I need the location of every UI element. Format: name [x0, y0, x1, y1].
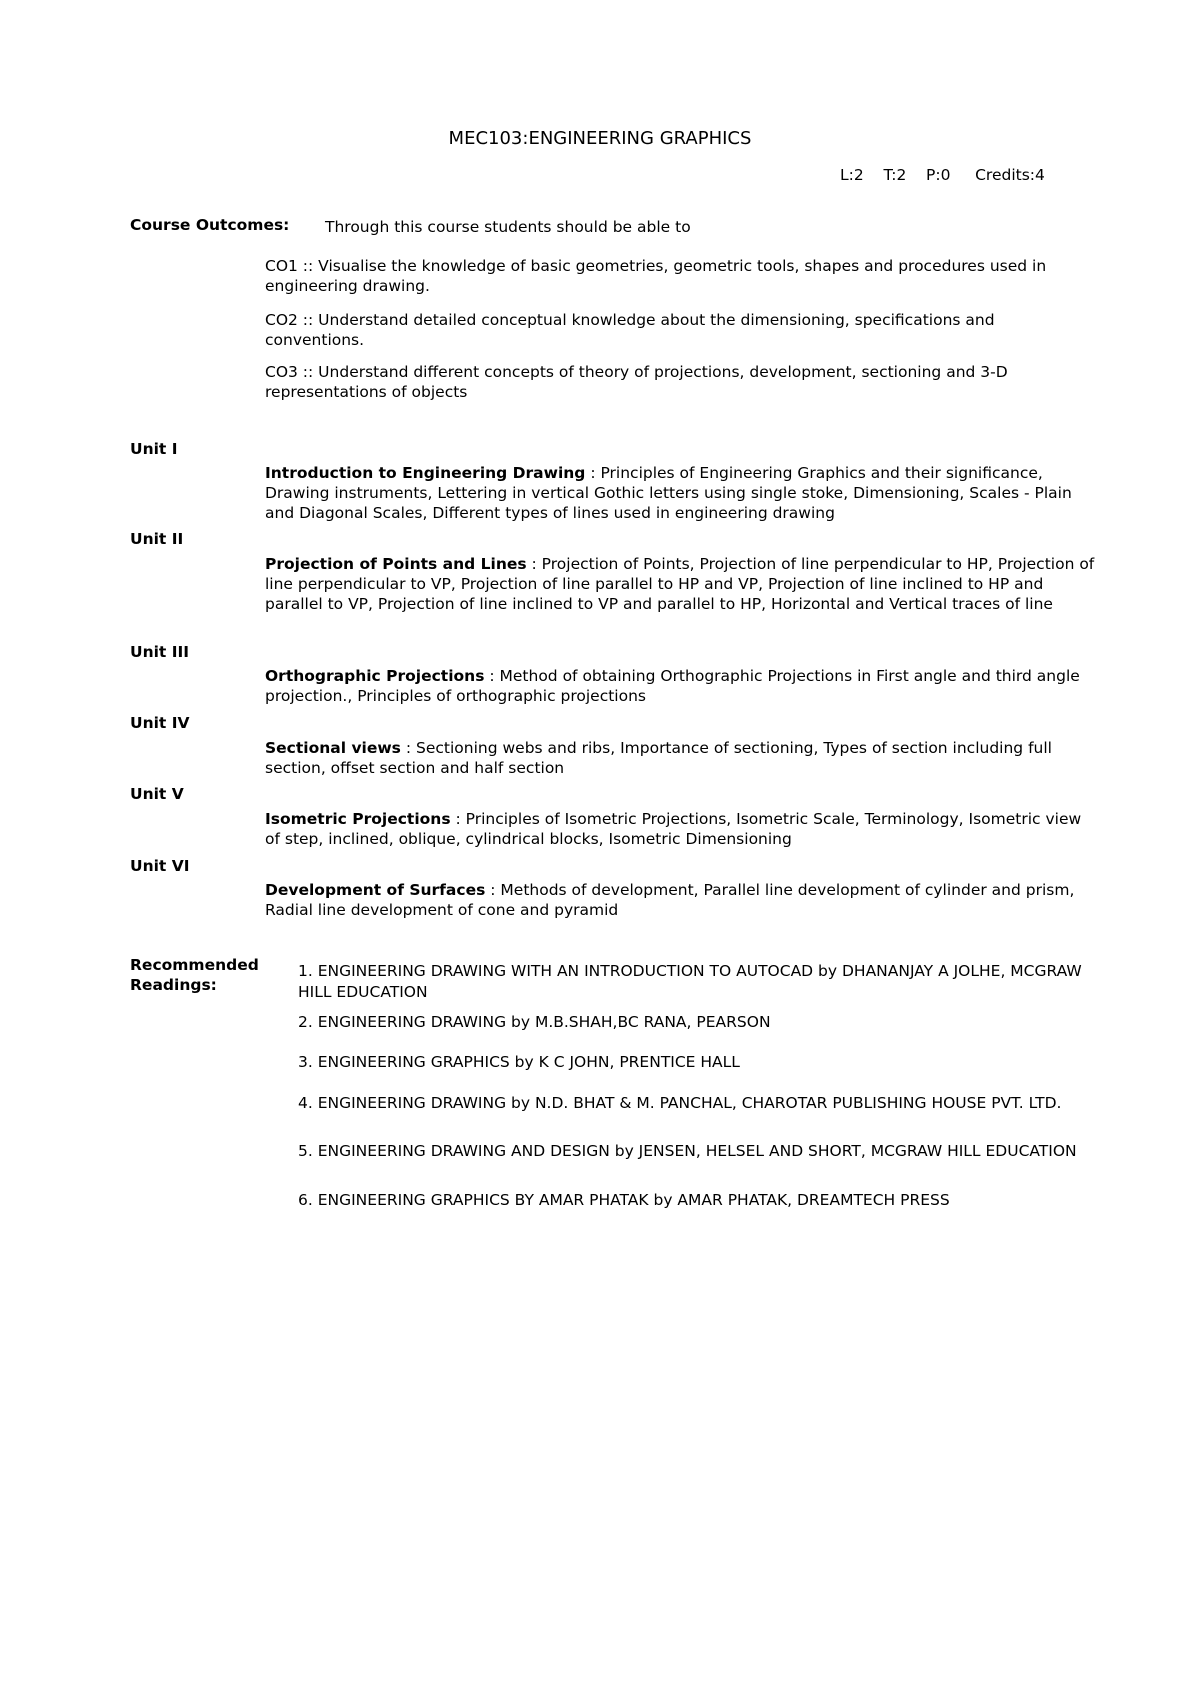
- unit-text: : Projection of Points, Projection of line perpendicular to HP, Projection of line perpendicular to VP, Projection of line parallel to HP and VP, Projection of line inclined to HP and parallel to VP, Projection of line inclined to VP and parallel to HP, Horizontal and Vertical traces of line: [265, 555, 1095, 613]
- unit-heading: Development of Surfaces: [265, 881, 486, 899]
- practical-hours: P:0: [926, 166, 951, 184]
- unit-heading: Projection of Points and Lines: [265, 555, 527, 573]
- unit-label: Unit I: [130, 440, 178, 458]
- course-outcome-1: CO1 :: Visualise the knowledge of basic geometries, geometric tools, shapes and procedures used in engineering drawing.: [265, 257, 1047, 295]
- unit-text: : Sectioning webs and ribs, Importance of sectioning, Types of section including full section, offset section and half section: [265, 739, 1052, 777]
- unit-heading: Introduction to Engineering Drawing: [265, 464, 586, 482]
- reading-item: 3. ENGINEERING GRAPHICS by K C JOHN, PRENTICE HALL: [298, 1053, 740, 1071]
- unit-label: Unit III: [130, 643, 190, 661]
- readings-label-line1: Recommended: [130, 956, 259, 974]
- unit-label: Unit II: [130, 530, 184, 548]
- unit-heading: Sectional views: [265, 739, 401, 757]
- reading-item: 6. ENGINEERING GRAPHICS BY AMAR PHATAK by AMAR PHATAK, DREAMTECH PRESS: [298, 1191, 950, 1209]
- unit-text: : Principles of Isometric Projections, Isometric Scale, Terminology, Isometric view of step, inclined, oblique, cylindrical blocks, Isometric Dimensioning: [265, 810, 1082, 848]
- unit-content: [265, 738, 1095, 778]
- course-outcomes-label: Course Outcomes:: [130, 216, 290, 234]
- unit-content: [265, 880, 1095, 920]
- tutorial-hours: T:2: [883, 166, 907, 184]
- unit-label: Unit V: [130, 785, 184, 803]
- reading-item: 2. ENGINEERING DRAWING by M.B.SHAH,BC RANA, PEARSON: [298, 1013, 771, 1031]
- credits: Credits:4: [975, 166, 1045, 184]
- unit-content: [265, 666, 1095, 706]
- unit-content: [265, 809, 1095, 849]
- unit-text: : Principles of Engineering Graphics and their significance, Drawing instruments, Lettering in vertical Gothic letters using single stoke, Dimensioning, Scales - Plain and Diagonal Scales, Different types of lines used in engineering drawing: [265, 464, 1072, 522]
- readings-label-line2: Readings:: [130, 976, 217, 994]
- course-outcomes-intro: Through this course students should be able to: [325, 218, 691, 236]
- unit-heading: Orthographic Projections: [265, 667, 485, 685]
- reading-item: 4. ENGINEERING DRAWING by N.D. BHAT & M. PANCHAL, CHAROTAR PUBLISHING HOUSE PVT. LTD.: [298, 1094, 1062, 1112]
- course-outcome-2: CO2 :: Understand detailed conceptual knowledge about the dimensioning, specifications and conventions.: [265, 311, 995, 349]
- unit-content: [265, 554, 1095, 614]
- unit-content: [265, 463, 1095, 523]
- lecture-hours: L:2: [840, 166, 864, 184]
- unit-label: Unit VI: [130, 857, 190, 875]
- credit-info: [840, 166, 1060, 184]
- course-title: MEC103:ENGINEERING GRAPHICS: [448, 128, 752, 149]
- reading-item: 5. ENGINEERING DRAWING AND DESIGN by JENSEN, HELSEL AND SHORT, MCGRAW HILL EDUCATION: [298, 1142, 1077, 1160]
- unit-label: Unit IV: [130, 714, 190, 732]
- unit-heading: Isometric Projections: [265, 810, 451, 828]
- unit-text: : Methods of development, Parallel line development of cylinder and prism, Radial line development of cone and pyramid: [265, 881, 1075, 919]
- readings-label: [130, 955, 259, 995]
- unit-text: : Method of obtaining Orthographic Projections in First angle and third angle projection., Principles of orthographic projections: [265, 667, 1080, 705]
- reading-item: 1. ENGINEERING DRAWING WITH AN INTRODUCTION TO AUTOCAD by DHANANJAY A JOLHE, MCGRAW HILL EDUCATION: [298, 962, 1082, 1001]
- course-outcome-3: CO3 :: Understand different concepts of theory of projections, development, sectioning and 3-D representations of objects: [265, 363, 1008, 401]
